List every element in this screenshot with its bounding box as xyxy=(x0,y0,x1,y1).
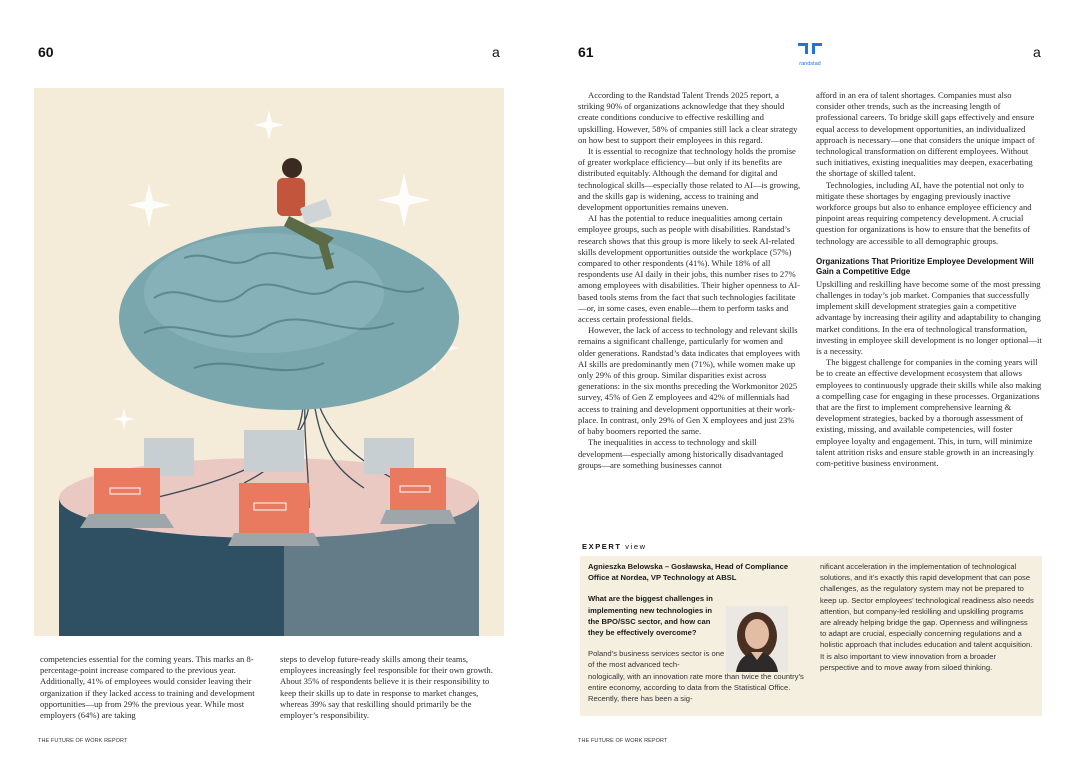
footer-right: THE FUTURE OF WORK REPORT xyxy=(578,738,668,744)
expert-label-rest: view xyxy=(625,542,647,551)
page-number-right: 61 xyxy=(578,44,594,60)
expert-name: Agnieszka Belowska – Gosławska, Head of Compliance Office at Nordea, VP Technology at ABSL xyxy=(588,562,789,583)
corner-mark-right: a xyxy=(1033,44,1041,60)
paragraph: The inequalities in access to technology and skill development—especially among historically disadvantaged groups—are something businesses cannot xyxy=(578,437,783,470)
expert-portrait-avatar xyxy=(726,606,788,672)
expert-question: What are the biggest challenges in implementing new technologies in the BPO/SSC sector, and how can they be effectively overcome? xyxy=(588,594,713,638)
logo-text: randstad xyxy=(799,61,821,67)
paragraph: Technologies, including AI, have the potential not only to mitigate these shortages by engaging previously inactive workforce groups but also to enhance employee efficiency and pinpoint areas requiring competency development. A crucial question for organizations is how to ensure that the benefits of technology are accessible to all demographic groups. xyxy=(816,179,1032,246)
paragraph: However, the lack of access to technology and relevant skills remains a significant challenge, particularly for women and older generations. Randstad’s data indicates that employees with AI skills are predominantly men (71%), while women make up only 29% of this group. Similar disparities exist across generations: in the six months preceding the Workmonitor 2025 survey, 45% of Gen Z employees and 42% of millennials had access to training and development opportunities at their work-place. In contrast, only 29% of Gen X employees and just 23% of baby boomers reported the same. xyxy=(578,325,800,437)
expert-answer-column-2: nificant acceleration in the implementation of technological solutions, and it’s exactly this rapid development that can pose challenges, as the regulatory system may not be prepared to keep up. Sector employees’ technological readiness also needs attention, but company-led reskilling and upskilling programs are already helping bridge the gap. Openness and willingness to adapt are crucial, especially concerning regulations and a holistic approach that includes education and talent acquisition. It is also important to view innovation from a broader perspective and to move away from siloed thinking. xyxy=(820,562,1034,672)
left-bottom-column-1 xyxy=(40,654,262,721)
right-page xyxy=(540,0,1080,764)
randstad-logo-mark-icon xyxy=(796,41,824,55)
paragraph: It is essential to recognize that technology holds the promise of greater workplace efficiency—but only if its benefits are distributed equitably. Although the demand for digital and technological skills—especially those related to AI—is growing, and the skills gap is widening, access to training and development opportunities remains uneven. xyxy=(578,146,801,213)
page-number-left: 60 xyxy=(38,44,54,60)
randstad-logo xyxy=(796,41,824,67)
paragraph: According to the Randstad Talent Trends 2025 report, a striking 90% of organizations acknowledge that they should create conditions conducive to effective reskilling and upskilling. However, 58% of cmpanies still lack a clear strategy on how best to support their employees in this regard. xyxy=(578,90,798,145)
expert-answer-continued: nologically, with an innovation rate more than twice the country’s entire economy, according to data from the Statistical Office. Recently, there has been a sig- xyxy=(588,671,804,704)
expert-answer-start: Poland’s business services sector is one of the most advanced tech- xyxy=(588,649,725,670)
expert-label-bold: EXPERT xyxy=(582,542,622,551)
left-bottom-paragraph-1: competencies essential for the coming years. This marks an 8-percentage-point increase compared to the previous year. Additionally, 41% of employees would consider leaving their organization if they lacked access to training and development opportunities—up from 29% the previous year. While most employers (64%) are taking xyxy=(40,654,255,721)
corner-mark-left: a xyxy=(492,44,500,60)
expert-column-2 xyxy=(820,561,1036,673)
left-bottom-column-2 xyxy=(280,654,502,721)
expert-view-box xyxy=(580,556,1042,716)
section-subheading: Organizations That Prioritize Employee Development Will Gain a Competitive Edge xyxy=(816,256,1034,277)
paragraph: AI has the potential to reduce inequalities among certain employee groups, such as people with disabilities. Randstad’s research shows that this group is more likely to seek AI-related skills development opportunities outside the workplace (57%) compared to other respondents (41%). While 18% of all respondents use AI daily in their jobs, this number rises to 27% among employees with disabilities. Their higher openness to AI-based tools stems from the fact that such technologies facilitate—or, in some cases, even enable—them to perform tasks and access certain professional fields. xyxy=(578,213,801,325)
expert-view-label xyxy=(582,542,647,551)
paragraph: Upskilling and reskilling have become some of the most pressing challenges in today’s job market. Companies that successfully implement skill development strategies gain a competitive advantage by increasing their agility and adaptability to changing market conditions. In the era of technological transformation, investing in employee skill development is no longer optional—it is a necessity. xyxy=(816,278,1042,357)
footer-left: THE FUTURE OF WORK REPORT xyxy=(38,738,128,744)
hero-illustration xyxy=(34,88,504,636)
paragraph: The biggest challenge for companies in the coming years will be to create an effective development ecosystem that allows employees to continuously upgrade their skills while also making a compelling case for engaging in these processes. Organizations that are the first to implement comprehensive learning & development strategies, backed by a thorough assessment of existing, missing, and available competencies, will foster employee loyalty and engagement. This, in turn, will minimize talent attrition risks and ensure stable growth in an increasingly com-petitive business environment. xyxy=(816,357,1042,469)
right-column-1 xyxy=(578,90,802,471)
paragraph: afford in an era of talent shortages. Companies must also consider other trends, such as the increasing length of professional careers. To bridge skill gaps effectively and ensure equal access to development opportunities, an individualized approach is necessary—one that considers the unique impact of technological transformation on different employees. Without such initiatives, existing inequalities may deepen, exacerbating the shortage of skilled talent. xyxy=(816,90,1035,179)
left-bottom-paragraph-2: steps to develop future-ready skills among their teams, employees increasingly feel responsible for their own growth. About 35% of respondents believe it is their responsibility to keep their skills up to date in response to market changes, whereas 39% say that reskilling should primarily be the employer’s responsibility. xyxy=(280,654,493,721)
right-column-2 xyxy=(816,90,1042,469)
